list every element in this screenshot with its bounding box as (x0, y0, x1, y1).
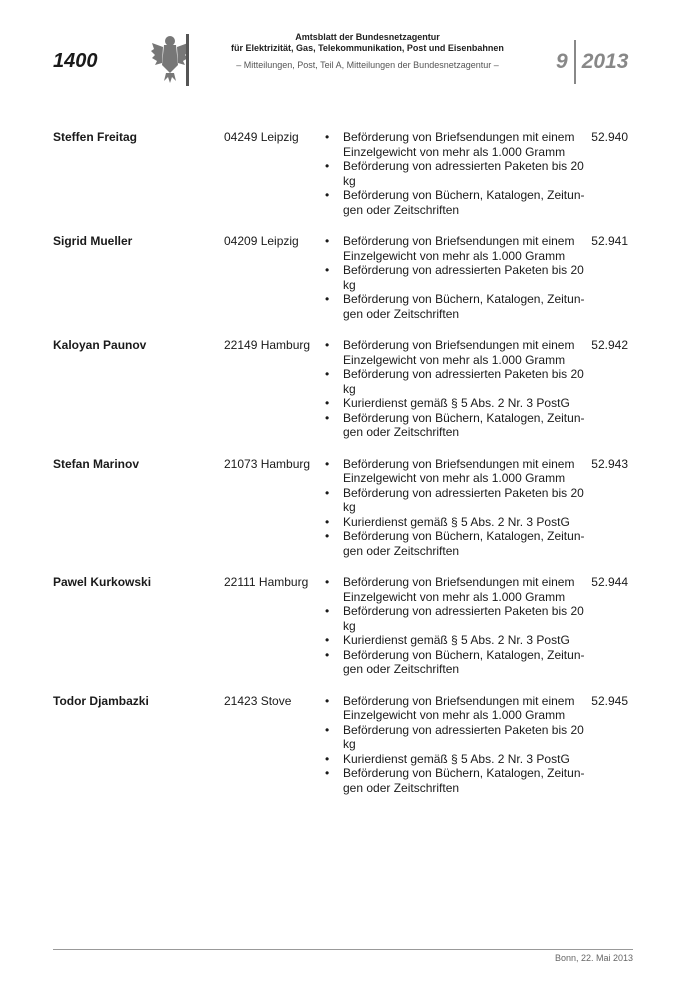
issue-label (556, 48, 628, 76)
service-item: • Beförderung von Briefsendungen mit einem Einzelgewicht von mehr als 1.000 Gramm (325, 693, 575, 722)
service-item: • Beförderung von Briefsendungen mit einem Einzelgewicht von mehr als 1.000 Gramm (325, 456, 575, 485)
service-item: • Beförderung von Büchern, Katalogen, Zeitun-gen oder Zeitschriften (325, 188, 585, 217)
service-item: • Beförderung von Büchern, Katalogen, Zeitun-gen oder Zeitschriften (325, 410, 585, 439)
service-item: • Beförderung von Büchern, Katalogen, Zeitun-gen oder Zeitschriften (325, 766, 585, 795)
header-divider (186, 34, 189, 86)
service-item: • Kurierdienst gemäß § 5 Abs. 2 Nr. 3 PostG (325, 514, 570, 529)
service-item: • Beförderung von adressierten Paketen bis 20 kg (325, 485, 584, 514)
entry-place: 04249 Leipzig (224, 130, 299, 144)
entry-number: 52.943 (591, 456, 628, 471)
header-subtitle: – Mitteilungen, Post, Teil A, Mitteilungen der Bundesnetzagentur – (236, 60, 499, 70)
header-title-line2: für Elektrizität, Gas, Telekommunikation, Post und Eisenbahnen (231, 43, 504, 53)
entry-number: 52.944 (591, 575, 628, 589)
service-list (323, 130, 585, 217)
service-item: • Beförderung von Briefsendungen mit einem Einzelgewicht von mehr als 1.000 Gramm (325, 130, 575, 159)
service-list (323, 575, 585, 677)
service-list (323, 234, 585, 321)
list-item (53, 130, 633, 217)
service-item: • Beförderung von Briefsendungen mit einem Einzelgewicht von mehr als 1.000 Gramm (325, 338, 575, 367)
federal-eagle-icon (150, 33, 190, 87)
footer-divider (53, 949, 633, 950)
entry-list (53, 130, 633, 812)
service-item: • Beförderung von adressierten Paketen bis 20 kg (325, 263, 584, 292)
service-item: • Beförderung von adressierten Paketen bis 20 kg (325, 722, 584, 751)
entry-place: 04209 Leipzig (224, 234, 299, 248)
page-number: 1400 (53, 50, 98, 72)
service-item: • Beförderung von adressierten Paketen bis 20 kg (325, 604, 584, 633)
service-item: • Kurierdienst gemäß § 5 Abs. 2 Nr. 3 PostG (325, 633, 570, 647)
entry-place: 22149 Hamburg (224, 338, 311, 352)
entry-name: Todor Djambazki (53, 693, 149, 708)
list-item (53, 694, 633, 796)
list-item (53, 575, 633, 677)
service-item: • Beförderung von adressierten Paketen bis 20 kg (325, 159, 584, 188)
entry-number: 52.945 (591, 693, 628, 708)
entry-place: 22111 Hamburg (224, 575, 309, 589)
service-item: • Kurierdienst gemäß § 5 Abs. 2 Nr. 3 PostG (325, 751, 570, 766)
entry-place: 21423 Stove (224, 693, 292, 708)
entry-place: 21073 Hamburg (224, 456, 311, 471)
service-list (323, 338, 585, 440)
issue-year: 2013 (581, 50, 629, 73)
service-item: • Beförderung von Briefsendungen mit einem Einzelgewicht von mehr als 1.000 Gramm (325, 575, 575, 604)
footer-date: Bonn, 22. Mai 2013 (554, 953, 633, 963)
service-list (323, 694, 585, 796)
service-item: • Beförderung von Büchern, Katalogen, Zeitun-gen oder Zeitschriften (325, 529, 585, 558)
list-item (53, 234, 633, 321)
service-item: • Kurierdienst gemäß § 5 Abs. 2 Nr. 3 PostG (325, 396, 570, 410)
service-item: • Beförderung von Büchern, Katalogen, Zeitun-gen oder Zeitschriften (325, 292, 585, 321)
service-list (323, 457, 585, 559)
header-title-line1: Amtsblatt der Bundesnetzagentur (295, 32, 440, 42)
issue-divider (574, 40, 576, 84)
entry-name: Steffen Freitag (53, 130, 138, 144)
entry-name: Sigrid Mueller (53, 234, 133, 248)
entry-number: 52.942 (591, 338, 628, 352)
entry-name: Stefan Marinov (53, 456, 140, 471)
list-item (53, 338, 633, 440)
list-item (53, 457, 633, 559)
issue-number: 9 (556, 50, 568, 73)
entry-number: 52.940 (591, 130, 628, 144)
entry-number: 52.941 (591, 234, 628, 248)
service-item: • Beförderung von Büchern, Katalogen, Zeitun-gen oder Zeitschriften (325, 647, 585, 676)
entry-name: Kaloyan Paunov (53, 338, 147, 352)
header-text (200, 32, 535, 70)
entry-name: Pawel Kurkowski (53, 575, 152, 589)
service-item: • Beförderung von Briefsendungen mit einem Einzelgewicht von mehr als 1.000 Gramm (325, 234, 575, 263)
service-item: • Beförderung von adressierten Paketen bis 20 kg (325, 367, 584, 396)
